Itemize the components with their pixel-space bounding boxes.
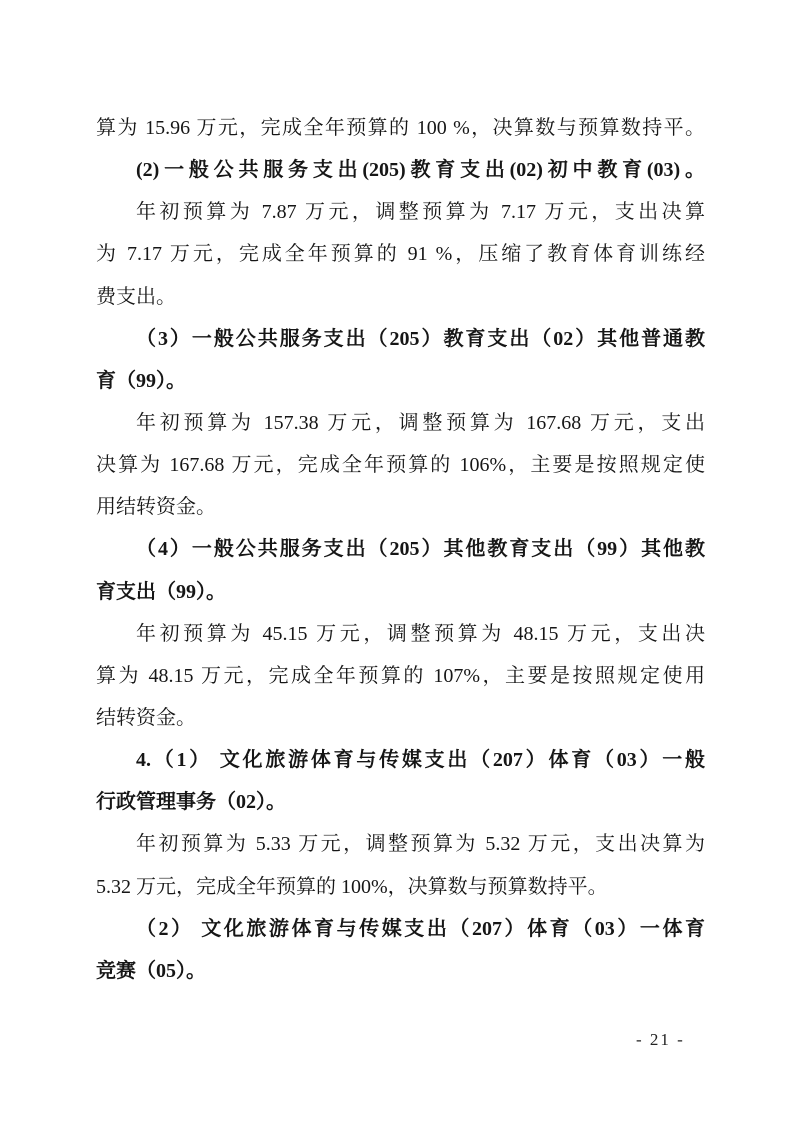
text-line: 年初预算为 5.33 万元，调整预算为 5.32 万元，支出决算为 — [136, 833, 705, 856]
text-line: 费支出。 — [96, 285, 176, 308]
page-number: - 21 - — [636, 1030, 685, 1049]
text-line: 决算为 167.68 万元，完成全年预算的 106%，主要是按照规定使 — [96, 454, 705, 477]
text-line: 年初预算为 45.15 万元，调整预算为 48.15 万元，支出决 — [136, 622, 705, 645]
text-line: 用结转资金。 — [96, 496, 216, 519]
text-line: 算为 15.96 万元，完成全年预算的 100 %，决算数与预算数持平。 — [96, 117, 705, 139]
heading-line: (2)一般公共服务支出(205)教育支出(02)初中教育(03)。 — [136, 159, 705, 182]
heading-line: 育（99）。 — [96, 369, 186, 392]
page-content — [96, 107, 705, 992]
heading-line: 育支出（99）。 — [96, 580, 226, 603]
heading-line: （4）一般公共服务支出（205）其他教育支出（99）其他教 — [136, 538, 705, 561]
heading-line: 4.（1） 文化旅游体育与传媒支出（207）体育（03）一般 — [136, 749, 705, 772]
heading-line: 竞赛（05）。 — [96, 959, 206, 982]
text-line: 结转资金。 — [96, 706, 196, 729]
heading-line: 行政管理事务（02）。 — [96, 791, 286, 814]
text-line: 年初预算为 7.87 万元，调整预算为 7.17 万元，支出决算 — [136, 201, 705, 224]
heading-line: （3）一般公共服务支出（205）教育支出（02）其他普通教 — [136, 327, 705, 350]
text-line: 5.32 万元，完成全年预算的 100%，决算数与预算数持平。 — [96, 875, 608, 898]
text-line: 为 7.17 万元，完成全年预算的 91 %，压缩了教育体育训练经 — [96, 243, 705, 266]
heading-line: （2） 文化旅游体育与传媒支出（207）体育（03）一体育 — [136, 917, 705, 940]
text-line: 算为 48.15 万元，完成全年预算的 107%，主要是按照规定使用 — [96, 664, 705, 687]
text-line: 年初预算为 157.38 万元，调整预算为 167.68 万元，支出 — [136, 411, 705, 434]
page-footer — [636, 1030, 706, 1050]
